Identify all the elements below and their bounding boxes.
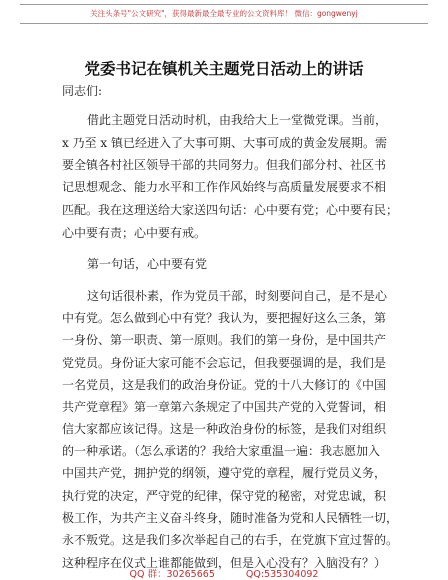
paragraph-line: x 乃至 x 镇已经进入了大事可期、大事可成的黄金发展期。需 <box>62 136 387 150</box>
paragraph-line: 要全镇各村社区领导干部的共同努力。但我们部分村、社区书 <box>62 158 387 172</box>
section-heading: 第一句话，心中要有党 <box>87 257 208 271</box>
paragraph-line: 借此主题党日活动时机，由我给大上一堂微党课。当前， <box>87 113 388 127</box>
header-banner: 关注头条号"公文研究"，获得最新最全最专业的公文资料库！ 微信：gongwenyj <box>20 4 428 24</box>
qq-group-label: QQ 群：30265665 <box>129 569 215 580</box>
paragraph-line: 一身份、第一职责、第一原则。我们的第一身份，是中国共产 <box>62 333 387 347</box>
paragraph-line: 执行党的决定，严守党的纪律，保守党的秘密，对党忠诚，积 <box>62 489 387 503</box>
salutation: 同志们: <box>62 84 103 98</box>
paragraph-line: 党党员。身份证大家可能不会忘记，但我要强调的是，我们是 <box>62 356 387 370</box>
paragraph-line: 这句话很朴素，作为党员干部，时刻要问自己，是不是心 <box>87 289 388 303</box>
paragraph-line: 的一种承诺。（怎么承诺的？我给大家重温一遍：我志愿加入 <box>62 444 381 458</box>
paragraph-line: 心中要有责；心中要有戒。 <box>62 226 207 240</box>
paragraph-line: 共产党章程》第一章第六条规定了中国共产党的入党誓词，相 <box>62 400 387 414</box>
paragraph-line: 这种程序在仪式上谁都能做到，但是入心没有？入脑没有？） <box>62 556 387 570</box>
footer-contact <box>0 566 448 580</box>
qq-label: QQ:535304092 <box>245 569 319 580</box>
paragraph-line: 信大家都应该记得。这是一种政治身份的标签，是我们对组织 <box>62 422 387 436</box>
paragraph-line: 永不叛党。这是我们多次举起自己的右手，在党旗下宣过誓的。 <box>62 533 399 547</box>
paragraph-line: 记思想观念、能力水平和工作作风始终与高质量发展要求不相 <box>62 180 387 194</box>
paragraph-line: 中国共产党，拥护党的纲领，遵守党的章程，履行党员义务， <box>62 466 387 480</box>
document-title: 党委书记在镇机关主题党日活动上的讲话 <box>84 60 364 78</box>
paragraph-line: 匹配。我在这理送给大家送四句话：心中要有党；心中要有民； <box>62 203 399 217</box>
paragraph-line: 一名党员，这是我们的政治身份证。党的十八大修订的《中国 <box>62 378 387 392</box>
paragraph-line: 中有党。怎么做到心中有党？我认为，要把握好这么三条，第 <box>62 311 387 325</box>
paragraph-line: 极工作，为共产主义奋斗终身，随时准备为党和人民牺牲一切， <box>62 511 399 525</box>
